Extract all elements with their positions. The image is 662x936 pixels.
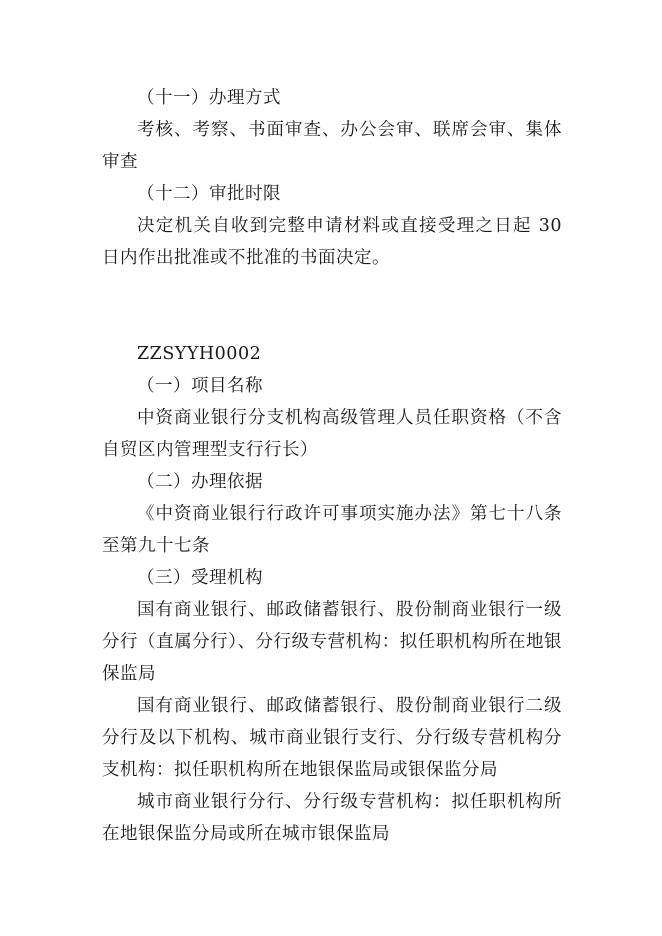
item1-body: 中资商业银行分支机构高级管理人员任职资格（不含自贸区内管理型支行行长） <box>102 408 562 460</box>
item11-heading: （十一）办理方式 <box>137 88 281 108</box>
section-spacer <box>102 274 562 338</box>
document-page <box>102 82 562 850</box>
item3-body-3: 城市商业银行分行、分行级专营机构：拟任职机构所在地银保监分局或所在城市银保监局 <box>102 792 562 844</box>
item3-heading: （三）受理机构 <box>137 568 263 588</box>
item12-body: 决定机关自收到完整申请材料或直接受理之日起 30 日内作出批准或不批准的书面决定。 <box>102 216 562 268</box>
item1-heading: （一）项目名称 <box>137 376 263 396</box>
item2-heading: （二）办理依据 <box>137 472 263 492</box>
item3-body-2: 国有商业银行、邮政储蓄银行、股份制商业银行二级分行及以下机构、城市商业银行支行、分行级专营机构分支机构：拟任职机构所在地银保监局或银保监分局 <box>102 696 562 780</box>
item-code: ZZSYYH0002 <box>137 344 262 364</box>
item3-body-1: 国有商业银行、邮政储蓄银行、股份制商业银行一级分行（直属分行）、分行级专营机构：拟任职机构所在地银保监局 <box>102 600 562 684</box>
item2-body: 《中资商业银行行政许可事项实施办法》第七十八条至第九十七条 <box>102 504 562 556</box>
item12-heading: （十二）审批时限 <box>137 184 281 204</box>
item11-body: 考核、考察、书面审查、办公会审、联席会审、集体审查 <box>102 120 562 172</box>
